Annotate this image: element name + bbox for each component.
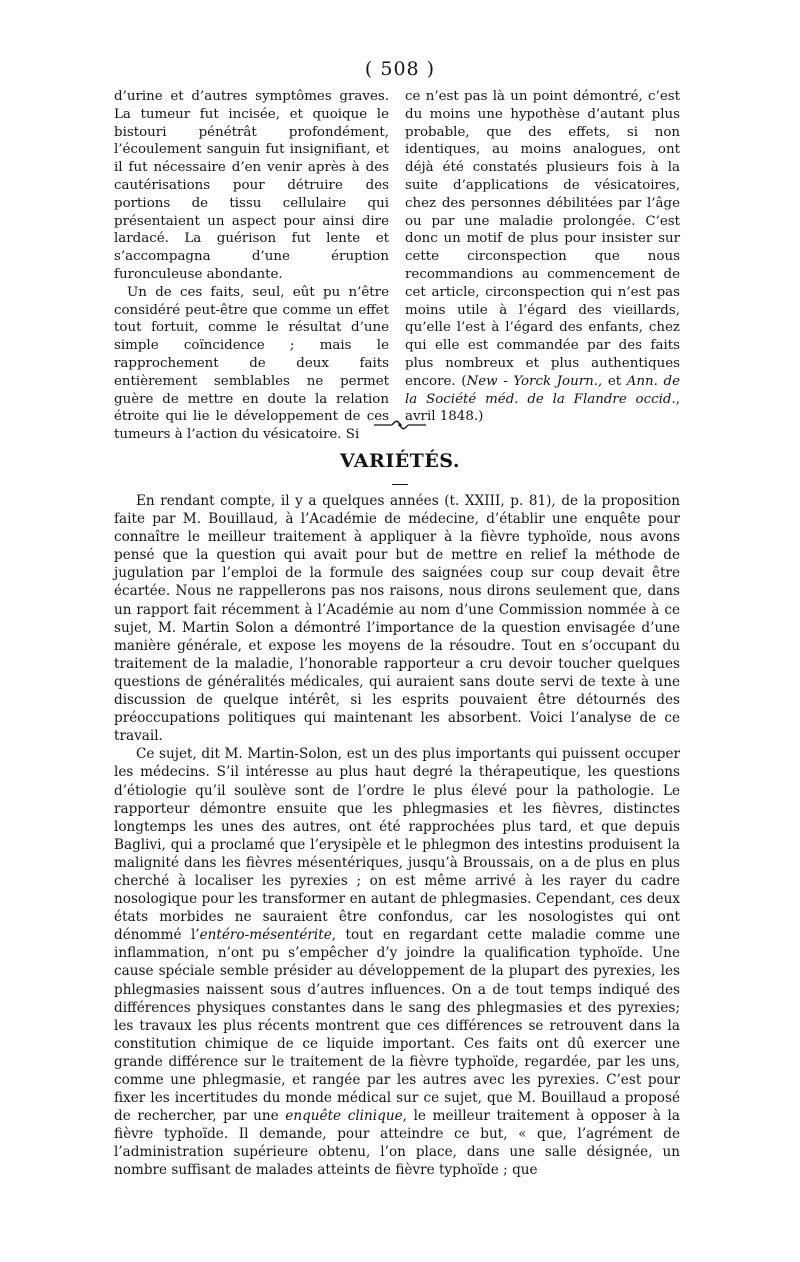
left-column-paragraph: Un de ces faits, seul, eût pu n’être considéré peut-être que comme un effet tout fortuit, comme le résultat d’une simple coïncidence ; mais le rapprochement de deux faits entièrement semblables ne permet guère de mettre en doute la relation étroite qui lie le développement de ces tumeurs à l’action du vésicatoire. Si xyxy=(114,284,389,443)
section-heading: VARIÉTÉS. xyxy=(340,450,460,472)
two-column-section xyxy=(114,88,680,444)
left-column-paragraph: d’urine et d’autres symptômes graves. La tumeur fut incisée, et quoique le bistouri pénétrât profondément, l’écoulement sanguin fut insignifiant, et il fut nécessaire d’en venir après à des cautérisations pour détruire des portions de tissu cellulaire qui présentaient un aspect pour ainsi dire lardacé. La guérison fut lente et s’accompagna d’une éruption furonculeuse abondante. xyxy=(114,89,389,282)
varietes-body xyxy=(114,492,680,1180)
italic-term: entéro-mésentérite xyxy=(199,927,332,944)
right-column-text: ce n’est pas là un point démontré, c’est du moins une hypothèse d’autant plus probable, que des effets, si non identiques, au moins analogues, ont déjà été constatés plusieurs fois à la suite d’applications de vésicatoires, chez des personnes débilitées par l’âge ou par une maladie prolongée. C’est donc un motif de plus pour insister sur cette circonspection que nous recommandions au commencement de cet article, circonspection qui n’est pas moins utile à l’égard des vieillards, qu’elle l’est à l’égard des enfants, chez qui elle est commandée par des faits plus nombreux et plus authentiques encore. ( xyxy=(405,89,680,389)
citation-date: , avril 1848.) xyxy=(405,391,680,425)
page-number: ( 508 ) xyxy=(364,58,436,80)
citation-joiner: , et xyxy=(598,373,627,389)
body-text: Ce sujet, dit M. Martin-Solon, est un des plus importants qui puissent occuper les médecins. S’il intéresse au plus haut degré la thérapeutique, les questions d’étiologie qu’il soulève sont de l’ordre le plus élevé pour la pathologie. Le rapporteur démontre ensuite que les phlegmasies et les fièvres, distinctes longtemps les unes des autres, ont été rapprochées plus tard, et que depuis Baglivi, qui a proclamé que l’erysipèle et le phlegmon des intestins produisent la malignité dans les fièvres mésentériques, jusqu’à Broussais, on a de plus en plus cherché à localiser les pyrexies ; on est même arrivé à les rayer du cadre nosologique pour les transformer en autant de phlegmasies. Cependant, ces deux états morbides ne sauraient être confondus, car les nosologistes qui ont dénommé l’ xyxy=(114,746,680,944)
left-column xyxy=(114,88,389,444)
citation-journal-2: Ann. de la Société méd. de la Flandre occid. xyxy=(405,373,680,407)
right-column xyxy=(405,88,680,444)
ornament-divider xyxy=(372,419,428,431)
heading-rule xyxy=(392,484,408,485)
body-text: , tout en regardant cette maladie comme une inflammation, n’ont pu s’empêcher d’y joindre la qualification typhoïde. Une cause spéciale semble présider au développement de la plupart des pyrexies, les phlegmasies naissent sous d’autres influences. On a de tout temps indiqué des différences physiques constantes dans le sang des phlegmasies et des pyrexies; les travaux les plus récents montrent que ces différences se retrouvent dans la constitution chimique de ce liquide important. Ces faits ont dû exercer une grande différence sur le traitement de la fièvre typhoïde, regardée, par les uns, comme une phlegmasie, et rangée par les autres avec les pyrexies. C’est pour fixer les incertitudes du monde médical sur ce sujet, que M. Bouillaud a proposé de rechercher, par une xyxy=(114,927,680,1125)
body-paragraph: En rendant compte, il y a quelques années (t. XXIII, p. 81), de la proposition faite par M. Bouillaud, à l’Académie de médecine, d’établir une enquête pour connaître le meilleur traitement à appliquer à la fièvre typhoïde, nous avons pensé que la question qui avait pour but de mettre en relief la méthode de jugulation par l’emploi de la formule des saignées coup sur coup devait être écartée. Nous ne rappellerons pas nos raisons, nous dirons seulement que, dans un rapport fait récemment à l’Académie au nom d’une Commission nommée à ce sujet, M. Martin Solon a démontré l’importance de la question envisagée d’une manière générale, et expose les moyens de la résoudre. Tout en s’occupant du traitement de la maladie, l’honorable rapporteur a cru devoir toucher quelques questions de généralités médicales, qui auraient sans doute servi de texte à une discussion de quelque intérêt, si les esprits pouvaient être détournés des préoccupations politiques qui maintenant les absorbent. Voici l’analyse de ce travail. xyxy=(114,493,680,745)
right-column-paragraph xyxy=(405,88,680,426)
body-paragraph xyxy=(114,745,680,1179)
body-text: , le meilleur traitement à opposer à la fièvre typhoïde. Il demande, pour atteindre ce but, « que, l’agrément de l’administration supérieure obtenu, l’on place, dans une salle désignée, un nombre suffisant de malades atteints de fièvre typhoïde ; que xyxy=(114,1108,680,1179)
italic-term: enquête clinique xyxy=(285,1108,403,1125)
citation-journal-1: New - Yorck Journ. xyxy=(466,373,598,389)
